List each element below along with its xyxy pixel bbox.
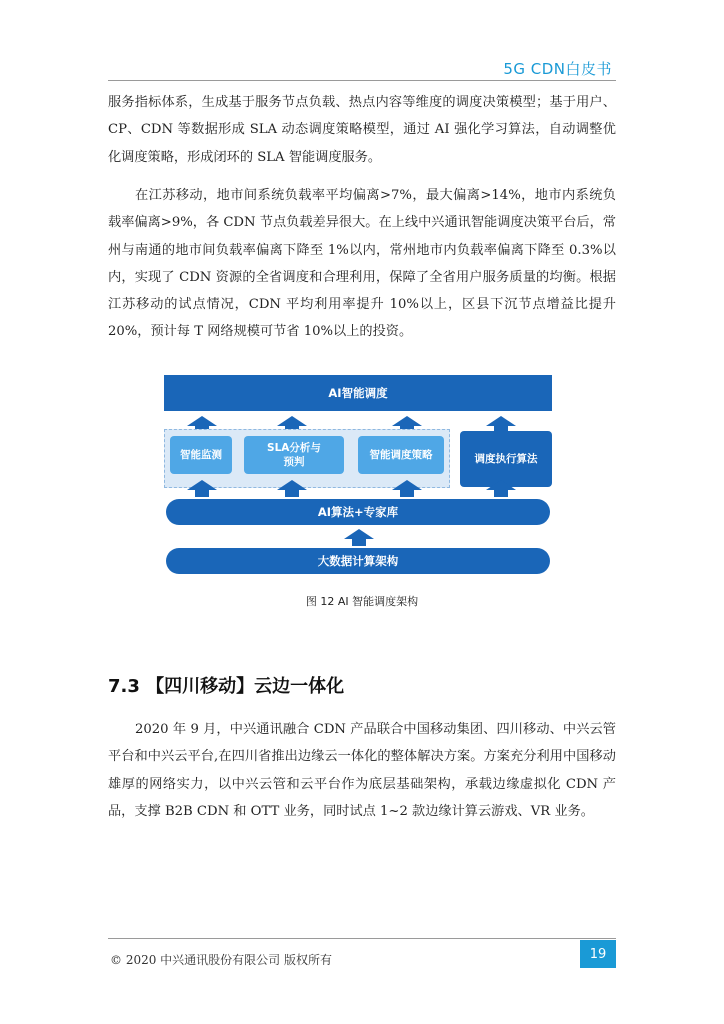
section-heading: 7.3 【四川移动】云边一体化 xyxy=(108,676,345,697)
module-execution-algorithm: 调度执行算法 xyxy=(460,431,552,487)
header-divider xyxy=(108,80,616,81)
diagram-bottom-bar: 大数据计算架构 xyxy=(166,548,550,574)
diagram-top-bar: AI智能调度 xyxy=(164,375,552,411)
header-title: 5G CDN白皮书 xyxy=(503,60,612,78)
module-sla-analysis-label: SLA分析与预判 xyxy=(267,442,321,468)
figure-caption: 图 12 AI 智能调度架构 xyxy=(305,595,419,608)
paragraph-1: 服务指标体系，生成基于服务节点负载、热点内容等维度的调度决策模型；基于用户、CP、CDN 等数据形成 SLA 动态调度策略模型，通过 AI 强化学习算法，自动调整优化调度策略，形成闭环的 SLA 智能调度服务。 xyxy=(108,95,616,165)
footer-copyright: © 2020 中兴通讯股份有限公司 版权所有 xyxy=(110,953,332,967)
module-scheduling-strategy: 智能调度策略 xyxy=(358,436,444,474)
footer-divider xyxy=(108,938,616,939)
ai-scheduling-diagram xyxy=(164,375,552,577)
module-monitoring: 智能监测 xyxy=(170,436,232,474)
page-number: 19 xyxy=(580,940,616,968)
module-sla-analysis xyxy=(244,436,344,474)
paragraph-3: 2020 年 9 月，中兴通讯融合 CDN 产品联合中国移动集团、四川移动、中兴云管平台和中兴云平台,在四川省推出边缘云一体化的整体解决方案。方案充分利用中国移动雄厚的网络实力，以中兴云管和云平台作为底层基础架构，承载边缘虚拟化 CDN 产品，支撑 B2B CDN 和 OTT 业务，同时试点 1~2 款边缘计算云游戏、VR 业务。 xyxy=(108,722,616,819)
diagram-middle-bar: AI算法+专家库 xyxy=(166,499,550,525)
paragraph-2: 在江苏移动，地市间系统负载率平均偏离>7%，最大偏离>14%，地市内系统负载率偏离>9%，各 CDN 节点负载差异很大。在上线中兴通讯智能调度决策平台后，常州与南通的地市间负载率偏离下降至 1%以内，常州地市内负载率偏离下降至 0.3%以内，实现了 CDN 资源的全省调度和合理利用，保障了全省用户服务质量的均衡。根据江苏移动的试点情况，CDN 平均利用率提升 10%以上，区县下沉节点增益比提升 20%，预计每 T 网络规模可节省 10%以上的投资。 xyxy=(108,188,616,340)
